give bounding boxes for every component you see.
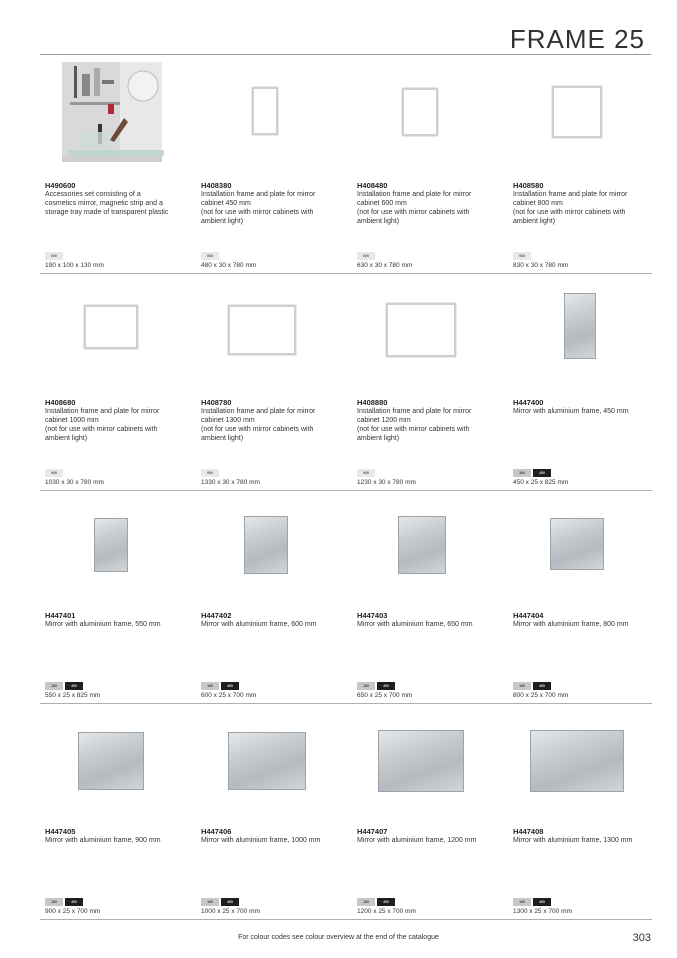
product-card[interactable] [40, 275, 190, 491]
product-description: Mirror with aluminium frame, 450 mm [513, 408, 629, 415]
finish-swatch-dark: 450 [377, 682, 395, 690]
row-divider [40, 919, 652, 920]
product-code: H408580 [513, 181, 544, 190]
product-code: H408480 [357, 181, 388, 190]
finish-swatches [513, 682, 551, 690]
finish-swatch-aluminium: 160 [201, 682, 219, 690]
product-dimensions: 830 x 30 x 780 mm [513, 262, 569, 269]
finish-swatches [45, 252, 63, 260]
product-code: H447408 [513, 827, 544, 836]
product-description: Installation frame and plate for mirror cabinet 600 mm (not for use with mirror cabinets with ambient light) [357, 191, 472, 225]
finish-swatch-aluminium: 160 [513, 682, 531, 690]
product-card[interactable] [196, 704, 346, 920]
product-card[interactable] [508, 488, 658, 704]
finish-swatches [45, 682, 83, 690]
product-dimensions: 1300 x 25 x 700 mm [513, 908, 572, 915]
product-card[interactable] [40, 704, 190, 920]
row-divider [40, 273, 652, 274]
product-code: H447405 [45, 827, 76, 836]
finish-swatch-dark: 450 [533, 469, 551, 477]
finish-swatch-white: 000 [357, 469, 375, 477]
finish-swatch-dark: 450 [221, 682, 239, 690]
mirror-image [508, 708, 658, 820]
finish-swatches [357, 252, 375, 260]
product-card[interactable] [352, 275, 502, 491]
finish-swatch-white: 000 [45, 252, 63, 260]
product-dimensions: 1030 x 30 x 780 mm [45, 479, 104, 486]
mirror-image [196, 492, 346, 604]
finish-swatch-aluminium: 160 [45, 898, 63, 906]
product-dimensions: 800 x 25 x 700 mm [513, 692, 569, 699]
product-card[interactable] [40, 58, 190, 274]
product-dimensions: 550 x 25 x 825 mm [45, 692, 101, 699]
product-code: H447402 [201, 611, 232, 620]
finish-swatch-aluminium: 160 [357, 898, 375, 906]
product-dimensions: 1330 x 30 x 780 mm [201, 479, 260, 486]
product-code: H408880 [357, 398, 388, 407]
product-code: H447401 [45, 611, 76, 620]
product-dimensions: 630 x 30 x 780 mm [357, 262, 413, 269]
product-description: Mirror with aluminium frame, 550 mm [45, 621, 161, 628]
finish-swatches [357, 898, 395, 906]
finish-swatch-white: 000 [357, 252, 375, 260]
product-row [40, 704, 652, 920]
finish-swatches [45, 469, 63, 477]
finish-swatches [201, 682, 239, 690]
finish-swatches [45, 898, 83, 906]
mirror-image [40, 708, 190, 820]
finish-swatch-aluminium: 160 [45, 682, 63, 690]
finish-swatches [513, 898, 551, 906]
product-description: Installation frame and plate for mirror cabinet 1300 mm (not for use with mirror cabinets with ambient light) [201, 408, 316, 442]
product-description: Mirror with aluminium frame, 1300 mm [513, 837, 633, 844]
finish-swatch-dark: 450 [65, 898, 83, 906]
product-card[interactable] [40, 488, 190, 704]
mirror-image [196, 708, 346, 820]
product-code: H447406 [201, 827, 232, 836]
header-divider [40, 54, 651, 55]
finish-swatch-white: 000 [201, 469, 219, 477]
finish-swatches [513, 469, 551, 477]
product-card[interactable] [352, 488, 502, 704]
finish-swatches [201, 252, 219, 260]
product-card[interactable] [352, 704, 502, 920]
product-row [40, 488, 652, 704]
product-description: Installation frame and plate for mirror cabinet 1000 mm (not for use with mirror cabinets with ambient light) [45, 408, 160, 442]
finish-swatch-dark: 450 [65, 682, 83, 690]
mirror-image [508, 279, 658, 391]
page-number: 303 [632, 932, 651, 944]
finish-swatch-aluminium: 160 [201, 898, 219, 906]
product-code: H408780 [201, 398, 232, 407]
product-card[interactable] [508, 275, 658, 491]
finish-swatch-dark: 450 [533, 682, 551, 690]
finish-swatches [201, 898, 239, 906]
product-code: H447407 [357, 827, 388, 836]
product-card[interactable] [352, 58, 502, 274]
product-description: Mirror with aluminium frame, 1000 mm [201, 837, 321, 844]
finish-swatches [201, 469, 219, 477]
product-card[interactable] [508, 58, 658, 274]
frame-image [508, 62, 658, 174]
frame-image [352, 279, 502, 391]
product-code: H490600 [45, 181, 76, 190]
finish-swatch-aluminium: 160 [357, 682, 375, 690]
product-dimensions: 600 x 25 x 700 mm [201, 692, 257, 699]
product-description: Installation frame and plate for mirror cabinet 450 mm (not for use with mirror cabinets with ambient light) [201, 191, 316, 225]
finish-swatch-dark: 450 [377, 898, 395, 906]
finish-swatch-aluminium: 160 [513, 898, 531, 906]
product-dimensions: 1200 x 25 x 700 mm [357, 908, 416, 915]
mirror-image [40, 492, 190, 604]
mirror-image [352, 492, 502, 604]
product-description: Mirror with aluminium frame, 600 mm [201, 621, 317, 628]
product-row [40, 58, 652, 274]
mirror-image [352, 708, 502, 820]
product-description: Mirror with aluminium frame, 650 mm [357, 621, 473, 628]
product-description: Installation frame and plate for mirror cabinet 800 mm (not for use with mirror cabinets with ambient light) [513, 191, 628, 225]
page-title: FRAME 25 [509, 24, 645, 54]
finish-swatch-white: 000 [201, 252, 219, 260]
frame-image [40, 279, 190, 391]
product-description: Mirror with aluminium frame, 800 mm [513, 621, 629, 628]
product-dimensions: 1230 x 30 x 780 mm [357, 479, 416, 486]
product-description: Installation frame and plate for mirror cabinet 1200 mm (not for use with mirror cabinets with ambient light) [357, 408, 472, 442]
finish-swatches [357, 469, 375, 477]
product-row [40, 275, 652, 491]
product-card[interactable] [196, 275, 346, 491]
product-code: H408380 [201, 181, 232, 190]
footer-note: For colour codes see colour overview at the end of the catalogue [238, 934, 439, 941]
product-dimensions: 900 x 25 x 700 mm [45, 908, 101, 915]
frame-image [196, 62, 346, 174]
finish-swatches [513, 252, 531, 260]
product-code: H447404 [513, 611, 544, 620]
product-code: H447400 [513, 398, 544, 407]
product-card[interactable] [196, 58, 346, 274]
product-card[interactable] [508, 704, 658, 920]
product-dimensions: 650 x 25 x 700 mm [357, 692, 413, 699]
accessories-photo [40, 62, 190, 174]
product-description: Mirror with aluminium frame, 1200 mm [357, 837, 477, 844]
frame-image [352, 62, 502, 174]
frame-image [196, 279, 346, 391]
product-code: H447403 [357, 611, 388, 620]
product-dimensions: 1000 x 25 x 700 mm [201, 908, 260, 915]
product-description: Mirror with aluminium frame, 900 mm [45, 837, 161, 844]
finish-swatch-dark: 450 [221, 898, 239, 906]
finish-swatch-aluminium: 160 [513, 469, 531, 477]
product-description: Accessories set consisting of a cosmetics mirror, magnetic strip and a storage tray made of transparent plastic [45, 191, 169, 216]
product-dimensions: 190 x 100 x 130 mm [45, 262, 104, 269]
product-code: H408680 [45, 398, 76, 407]
finish-swatch-white: 000 [513, 252, 531, 260]
finish-swatch-dark: 450 [533, 898, 551, 906]
finish-swatches [357, 682, 395, 690]
product-dimensions: 480 x 30 x 780 mm [201, 262, 257, 269]
finish-swatch-white: 000 [45, 469, 63, 477]
product-card[interactable] [196, 488, 346, 704]
mirror-image [508, 492, 658, 604]
product-dimensions: 450 x 25 x 825 mm [513, 479, 569, 486]
